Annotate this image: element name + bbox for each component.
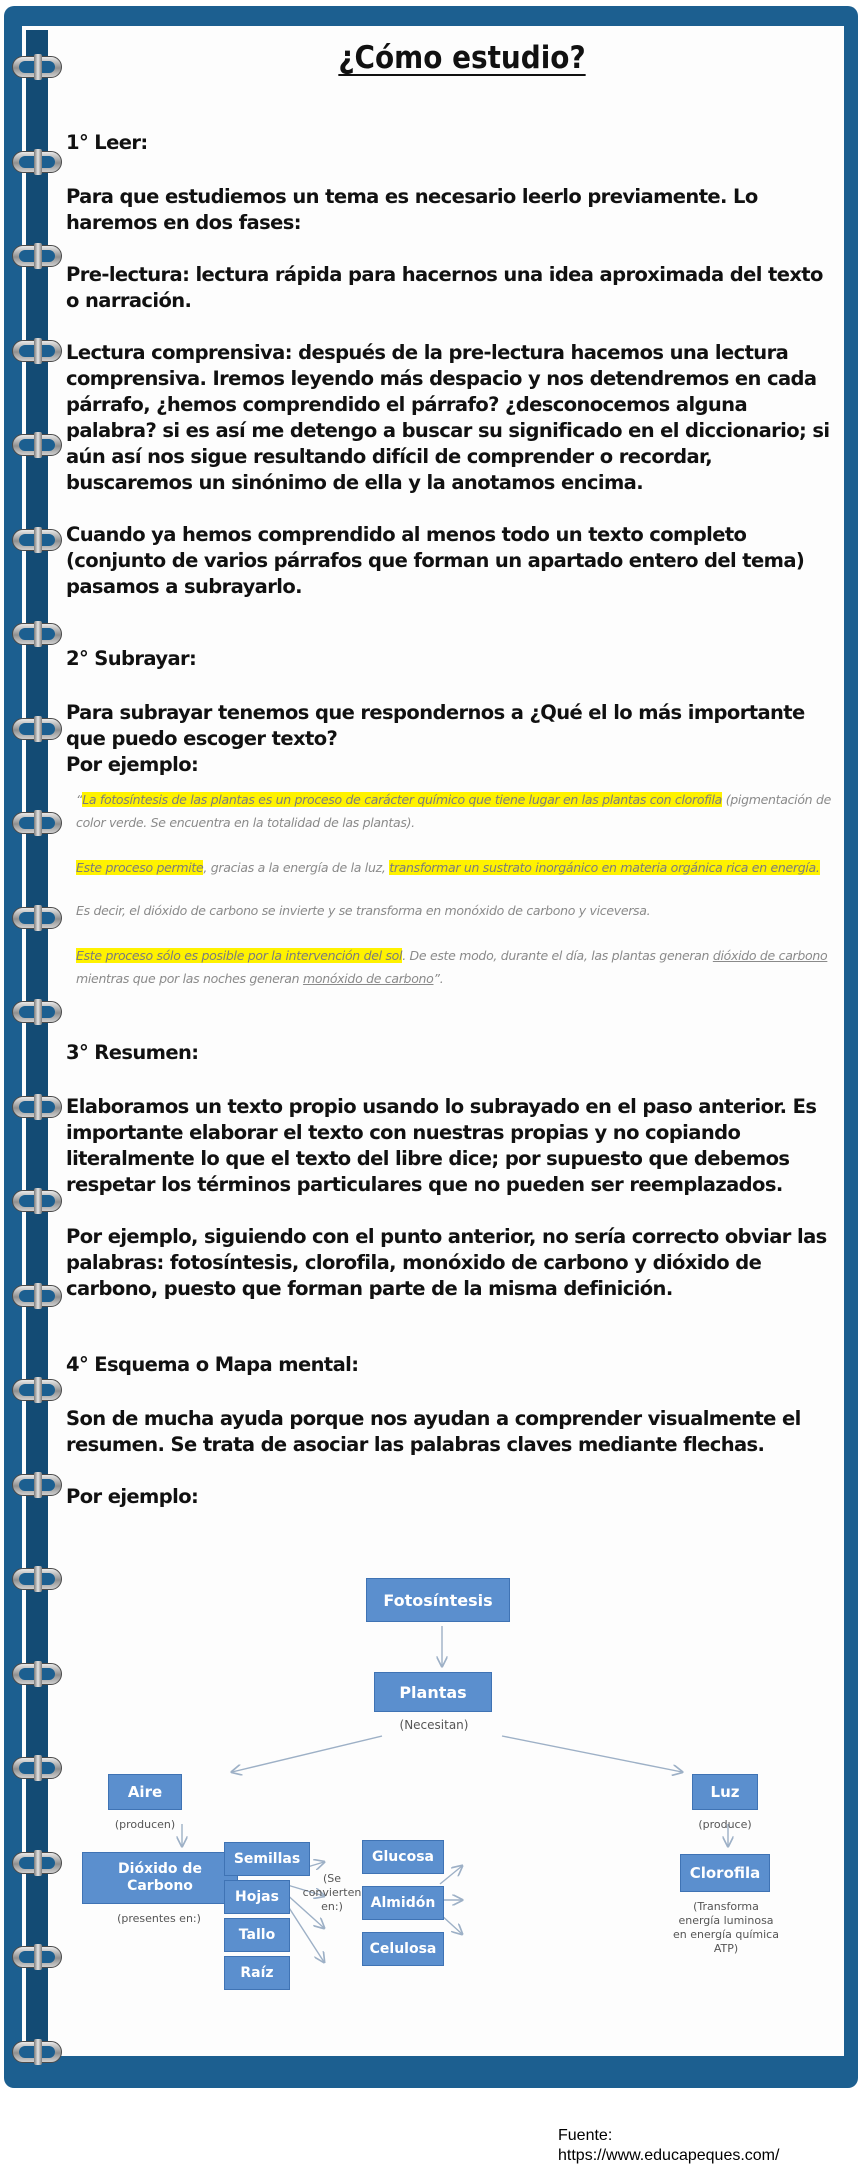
step4-paragraph-2: Por ejemplo: xyxy=(66,1485,199,1508)
node-raiz: Raíz xyxy=(224,1956,290,1990)
source-url[interactable]: https://www.educapeques.com/ xyxy=(558,2147,780,2164)
binder-ring-icon xyxy=(12,716,64,742)
label-se-convierten: (Se convierten en:) xyxy=(302,1872,362,1913)
node-dioxido-de-carbono: Dióxido de Carbono xyxy=(82,1852,238,1904)
step4-heading: 4° Esquema o Mapa mental: xyxy=(66,1353,359,1376)
step1-heading: 1° Leer: xyxy=(66,131,148,154)
binder-ring-icon xyxy=(12,999,64,1025)
binder-ring-icon xyxy=(12,1566,64,1592)
notebook-spine xyxy=(26,30,48,2054)
node-glucosa: Glucosa xyxy=(362,1840,444,1874)
node-almidon: Almidón xyxy=(362,1886,444,1920)
page-title: ¿Cómo estudio? xyxy=(338,40,586,76)
binder-ring-icon xyxy=(12,243,64,269)
node-aire: Aire xyxy=(108,1774,182,1810)
binder-ring-icon xyxy=(12,527,64,553)
step2-paragraph-1: Para subrayar tenemos que respondernos a ¿Qué el lo más importante que puedo escoger texto? xyxy=(66,701,805,750)
label-necesitan: (Necesitan) xyxy=(399,1718,469,1732)
label-presentes-en: (presentes en:) xyxy=(117,1912,201,1925)
binder-ring-icon xyxy=(12,2039,64,2065)
binder-ring-icon xyxy=(12,432,64,458)
binder-ring-icon xyxy=(12,1377,64,1403)
binder-ring-icon xyxy=(12,1755,64,1781)
binder-ring-icon xyxy=(12,1944,64,1970)
step4-paragraph-1: Son de mucha ayuda porque nos ayudan a comprender visualmente el resumen. Se trata de asociar las palabras claves mediante flechas. xyxy=(66,1407,801,1456)
step1-paragraph-2: Pre-lectura: lectura rápida para hacernos una idea aproximada del texto o narración. xyxy=(66,263,823,312)
binder-ring-icon xyxy=(12,149,64,175)
node-clorofila: Clorofila xyxy=(680,1854,770,1892)
binder-ring-icon xyxy=(12,1850,64,1876)
binder-ring-icon xyxy=(12,54,64,80)
step3-paragraph-1: Elaboramos un texto propio usando lo subrayado en el paso anterior. Es importante elaborar el texto con nuestras propias y no copiando literalmente lo que el texto del libre dice; por supuesto que debemos respetar los términos particulares que no pueden ser reemplazados. xyxy=(66,1095,817,1196)
node-fotosintesis: Fotosíntesis xyxy=(366,1578,510,1622)
binder-ring-icon xyxy=(12,1472,64,1498)
node-semillas: Semillas xyxy=(224,1842,310,1876)
source-label: Fuente: xyxy=(558,2127,613,2144)
binder-ring-icon xyxy=(12,810,64,836)
label-producen: (producen) xyxy=(114,1818,176,1831)
source-credit xyxy=(558,2126,779,2166)
example-quote-1: “La fotosíntesis de las plantas es un proceso de carácter químico que tiene lugar en las plantas con clorofila (pigmentación de color verde. Se encuentra en la totalidad de las plantas). xyxy=(76,792,831,830)
mind-map-diagram xyxy=(102,1574,802,2044)
example-quote-2: Este proceso permite, gracias a la energía de la luz, transformar un sustrato inorgánico en materia orgánica rica en energía. xyxy=(76,860,820,875)
binder-ring-icon xyxy=(12,621,64,647)
binder-ring-icon xyxy=(12,1188,64,1214)
node-celulosa: Celulosa xyxy=(362,1932,444,1966)
node-hojas: Hojas xyxy=(224,1880,290,1914)
step3-heading: 3° Resumen: xyxy=(66,1041,199,1064)
node-luz: Luz xyxy=(692,1774,758,1810)
step1-paragraph-1: Para que estudiemos un tema es necesario leerlo previamente. Lo haremos en dos fases: xyxy=(66,185,758,234)
step2-paragraph-2: Por ejemplo: xyxy=(66,753,199,776)
step1-paragraph-3: Lectura comprensiva: después de la pre-lectura hacemos una lectura comprensiva. Iremos leyendo más despacio y nos detendremos en cada párrafo, ¿hemos comprendido el párrafo? ¿desconocemos alguna palabra? si es así me detengo a buscar su significado en el diccionario; si aún así nos sigue resultando difícil de comprender o recordar, buscaremos un sinónimo de ella y la anotamos encima. xyxy=(66,341,830,494)
binder-ring-icon xyxy=(12,338,64,364)
label-transforma-energia: (Transforma energía luminosa en energía química ATP) xyxy=(673,1900,779,1955)
binder-ring-icon xyxy=(12,1094,64,1120)
example-quote-4: Este proceso sólo es posible por la intervención del sol. De este modo, durante el día, las plantas generan dióxido de carbono mientras que por las noches generan monóxido de carbono”. xyxy=(76,948,828,986)
label-produce: (produce) xyxy=(698,1818,752,1831)
node-tallo: Tallo xyxy=(224,1918,290,1952)
binder-ring-icon xyxy=(12,905,64,931)
step2-heading: 2° Subrayar: xyxy=(66,647,197,670)
node-plantas: Plantas xyxy=(374,1672,492,1712)
step1-paragraph-4: Cuando ya hemos comprendido al menos todo un texto completo (conjunto de varios párrafos que forman un apartado entero del tema) pasamos a subrayarlo. xyxy=(66,523,805,598)
binder-ring-icon xyxy=(12,1283,64,1309)
infographic-content xyxy=(66,40,838,1510)
binder-ring-icon xyxy=(12,1661,64,1687)
step3-paragraph-2: Por ejemplo, siguiendo con el punto anterior, no sería correcto obviar las palabras: fotosíntesis, clorofila, monóxido de carbono y dióxido de carbono, puesto que forman parte de la misma definición. xyxy=(66,1225,827,1300)
example-quote-3: Es decir, el dióxido de carbono se invierte y se transforma en monóxido de carbono y viceversa. xyxy=(76,903,651,918)
